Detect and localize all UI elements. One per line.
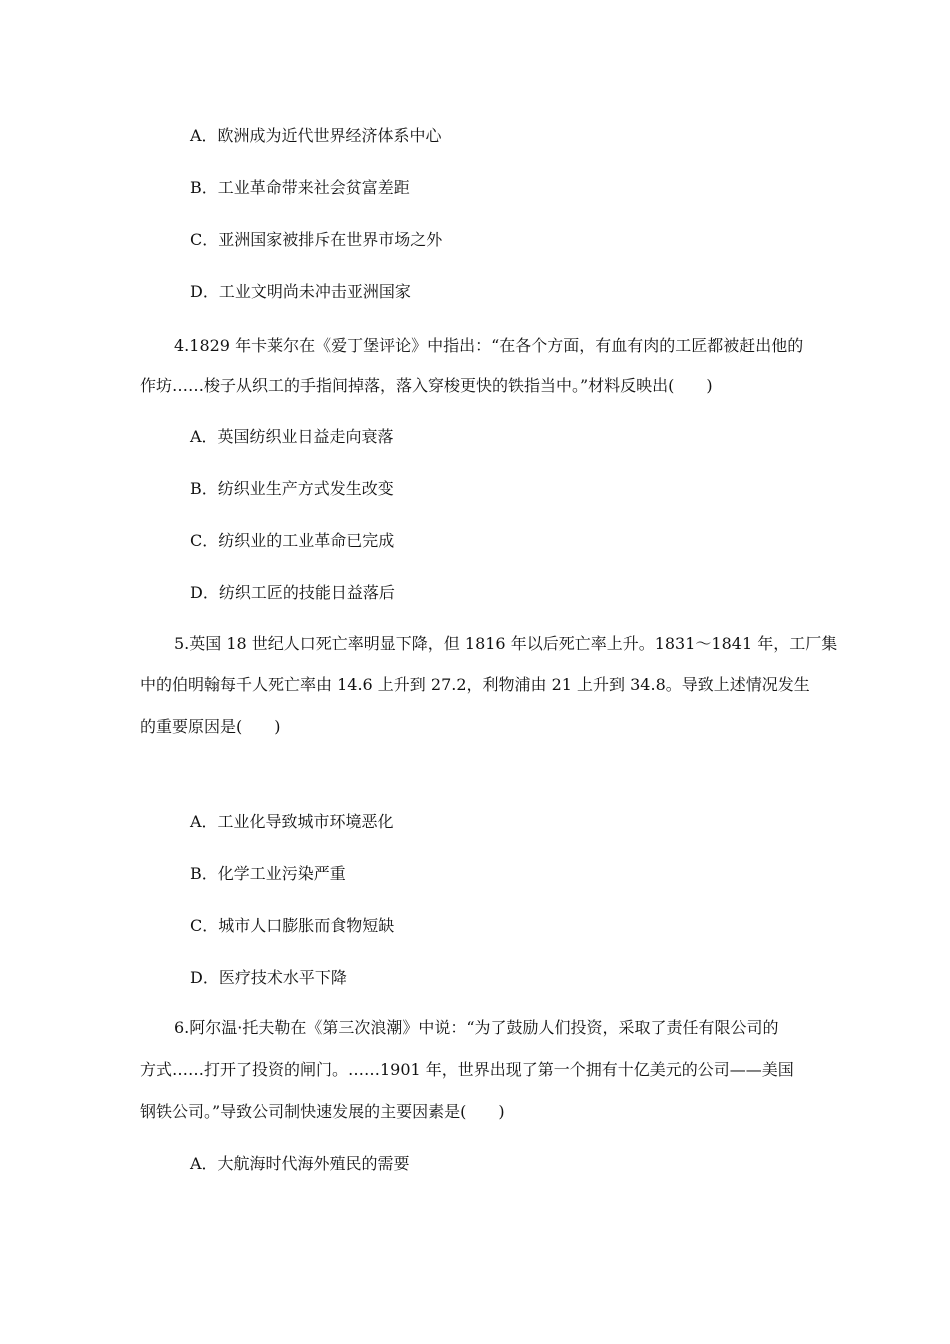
q4-option-d: D．纺织工匠的技能日益落后 — [190, 583, 395, 602]
q5-option-d: D．医疗技术水平下降 — [190, 968, 347, 987]
q5-option-c: C．城市人口膨胀而食物短缺 — [190, 916, 395, 935]
q4-option-c: C．纺织业的工业革命已完成 — [190, 531, 395, 550]
q6-option-a: A．大航海时代海外殖民的需要 — [190, 1154, 410, 1173]
q6-stem-line-3: 钢铁公司。”导致公司制快速发展的主要因素是( ) — [140, 1102, 505, 1121]
q3-option-a: A．欧洲成为近代世界经济体系中心 — [190, 126, 442, 145]
q4-stem-line-2: 作坊……梭子从织工的手指间掉落，落入穿梭更快的铁指当中。”材料反映出( ) — [140, 376, 713, 395]
q4-option-b: B．纺织业生产方式发生改变 — [190, 479, 394, 498]
q5-option-a: A．工业化导致城市环境恶化 — [190, 812, 394, 831]
q5-stem-line-1: 5.英国 18 世纪人口死亡率明显下降，但 1816 年以后死亡率上升。1831～1841 年，工厂集 — [174, 634, 838, 653]
q5-stem-line-2: 中的伯明翰每千人死亡率由 14.6 上升到 27.2，利物浦由 21 上升到 34.8。导致上述情况发生 — [140, 675, 810, 694]
q5-option-b: B．化学工业污染严重 — [190, 864, 346, 883]
q4-option-a: A．英国纺织业日益走向衰落 — [190, 427, 394, 446]
q6-stem-line-2: 方式……打开了投资的闸门。……1901 年，世界出现了第一个拥有十亿美元的公司——美国 — [140, 1060, 794, 1079]
q4-stem-line-1: 4.1829 年卡莱尔在《爱丁堡评论》中指出：“在各个方面，有血有肉的工匠都被赶出他的 — [174, 336, 804, 355]
q3-option-c: C．亚洲国家被排斥在世界市场之外 — [190, 230, 443, 249]
q3-option-d: D．工业文明尚未冲击亚洲国家 — [190, 282, 411, 301]
q5-stem-line-3: 的重要原因是( ) — [140, 717, 281, 736]
q3-option-b: B．工业革命带来社会贫富差距 — [190, 178, 410, 197]
q6-stem-line-1: 6.阿尔温·托夫勒在《第三次浪潮》中说：“为了鼓励人们投资，采取了责任有限公司的 — [174, 1018, 779, 1037]
